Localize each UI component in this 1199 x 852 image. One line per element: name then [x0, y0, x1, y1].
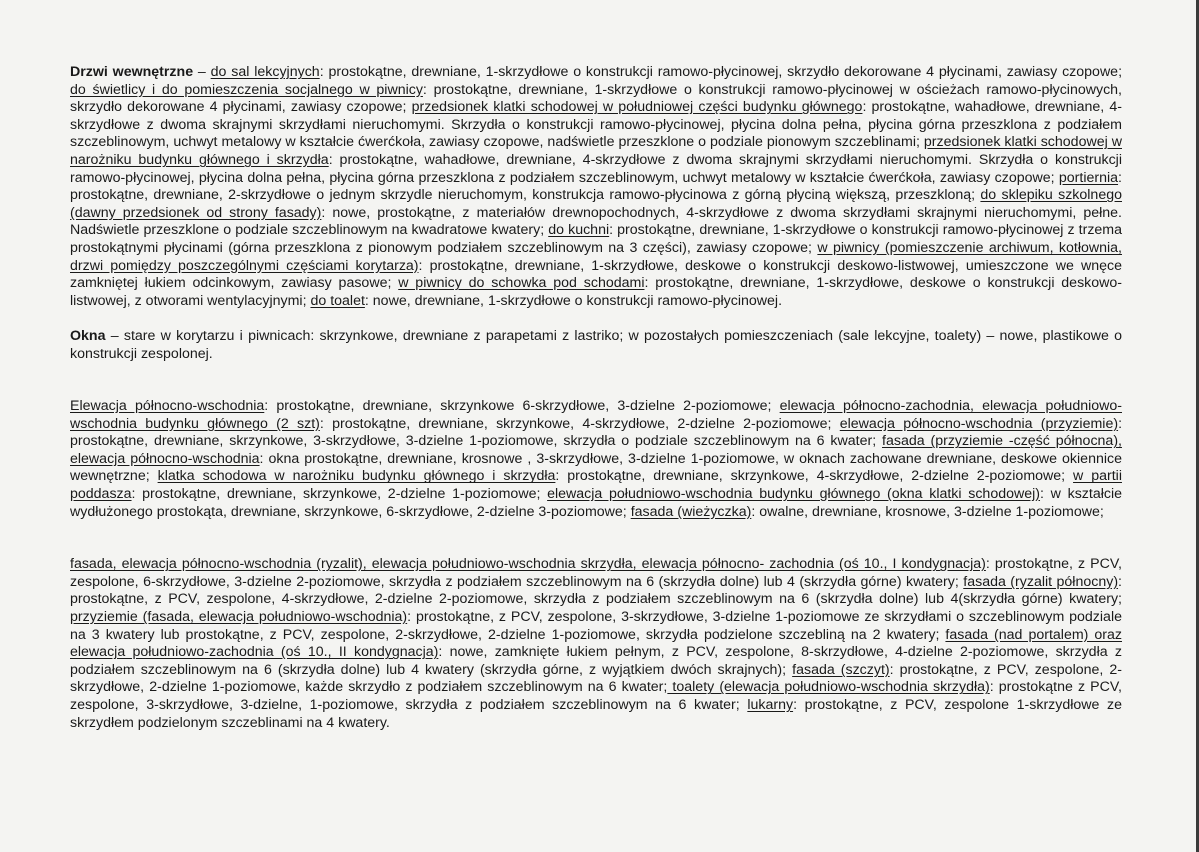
body-text: : prostokątne, drewniane, 1-skrzydłowe o konstrukcji ramowo-płycinowej w ościeżach ramowo-płycinowych, skrzydło dekorowane 4 płycinami, zawiasy czopowe; [70, 81, 1122, 116]
underlined-location-label: przedsionek klatki schodowej w narożniku budynku głównego i skrzydła [70, 134, 1122, 168]
windows-paragraph [70, 328, 1122, 363]
facades-wooden-windows-paragraph [70, 398, 1122, 521]
underlined-location-label: do toalet [310, 292, 365, 309]
body-text: : prostokątne, z PCV, zespolone, 4-skrzydłowe, 2-dzielne 2-poziomowe, skrzydła z podziałem szczeblinowym na 6 (skrzydła dolne) lub 4(skrzydła górne) kwatery; [70, 573, 1122, 608]
body-text: : prostokątne, drewniane, skrzynkowe, 4-skrzydłowe, 2-dzielne 2-poziomowe; [555, 468, 1074, 485]
body-text: : prostokątne, z PCV, zespolone 1-skrzydłowe ze skrzydłem podzielonym szczeblinami na 4 kwatery. [70, 697, 1122, 731]
body-text: : nowe, prostokątne, z materiałów drewnopochodnych, 4-skrzydłowe z dwoma skrzydłami skrajnymi nieruchomymi, pełne. Nadświetle przeszklone o podziale szczeblinowym na kwadratowe kwatery; [70, 204, 1122, 239]
body-text: : prostokątne z PCV, zespolone, 3-skrzydłowe, 3-dzielne, 1-poziomowe, skrzydła z podziałem szczeblinowym na 6 kwater; [70, 679, 1122, 713]
body-text: : prostokątne, z PCV, zespolone, 3-skrzydłowe, 3-dzielne 1-poziomowe ze skrzydłami o szczeblinowym podziale na 3 kwatery lub prostokątne, z PCV, zespolone, 2-skrzydłowe, 2-dzielne 1-poziomowe, skrzydła podzielone szczebliną na 2 kwatery; [70, 609, 1122, 643]
body-text: : nowe, zamknięte łukiem pełnym, z PCV, zespolone, 8-skrzydłowe, 4-dzielne 2-poziomowe, skrzydła z podziałem szczeblinowym na 6 (skrzydła dolne) lub 4 kwatery (skrzydła górne, z wyjątkiem dwóch skrajnych); [70, 644, 1122, 678]
body-text: : nowe, drewniane, 1-skrzydłowe o konstrukcji ramowo-płycinowej. [364, 292, 783, 309]
underlined-location-label: toalety (elewacja południowo-wschodnia skrzydła) [667, 679, 990, 696]
underlined-location-label: w partii poddasza [70, 468, 1122, 503]
body-text: – [193, 64, 211, 80]
underlined-location-label: fasada, elewacja północno-wschodnia (ryzalit), elewacja południowo-wschodnia skrzydła, elewacja północno- zachodnia (oś 10., I kondygnacja) [70, 556, 986, 573]
underlined-location-label: fasada (szczyt) [792, 661, 890, 678]
underlined-location-label: przyziemie (fasada, elewacja południowo-wschodnia) [70, 609, 408, 626]
underlined-location-label: portiernia [1058, 169, 1119, 186]
body-text: – stare w korytarzu i piwnicach: skrzynkowe, drewniane z parapetami z lastriko; w pozostałych pomieszczeniach (sale lekcyjne, toalety) – nowe, plastikowe o konstrukcji zespolonej. [70, 327, 1122, 362]
section-heading: Okna [70, 327, 106, 344]
underlined-location-label: do świetlicy i do pomieszczenia socjalnego w piwnicy [70, 81, 423, 98]
body-text: : prostokątne, z PCV, zespolone, 2-skrzydłowe, 2-dzielne 1-poziomowe, każde skrzydło z podziałem szczeblinowym na 6 kwater; [70, 661, 1122, 696]
body-text: : owalne, drewniane, krosnowe, 3-dzielne 1-poziomowe; [751, 503, 1104, 520]
body-text: : prostokątne, drewniane, 1-skrzydłowe, deskowe o konstrukcji deskowo-listwowej, z otworami wentylacyjnymi; [70, 275, 1123, 309]
body-text: : prostokątne, wahadłowe, drewniane, 4-skrzydłowe z dwoma skrajnymi skrzydłami nieruchomymi. Skrzydła o konstrukcji ramowo-płycinowej, płycina dolna pełna, płycina górna przeszklona z podziałem szczeblinowym, uchwyt metalowy w kształcie ćwerćkoła, zawiasy czopowe; [70, 151, 1122, 186]
body-text: : prostokątne, drewniane, 1-skrzydłowe o konstrukcji ramowo-płycinowej z trzema prostokątnymi płycinami (górna przeszklona z pionowym podziałem szczeblinowym na 3 części), zawiasy czopowe; [70, 222, 1123, 256]
underlined-location-label: Elewacja północno-wschodnia [70, 398, 265, 415]
body-text: : prostokątne, wahadłowe, drewniane, 4-skrzydłowe z dwoma skrajnymi skrzydłami nieruchomymi. Skrzydła o konstrukcji ramowo-płycinowej, płycina dolna pełna, płycina górna przeszklona z podziałem szczeblinowym, uchwyt metalowy w kształcie ćwerćkoła, zawiasy czopowe, nadświetle przeszklone o podziale pionowym szczeblinami; [70, 99, 1122, 151]
underlined-location-label: klatka schodowa w narożniku budynku głównego i skrzydła [157, 468, 556, 485]
body-text: : prostokątne, drewniane, skrzynkowe, 3-skrzydłowe, 3-dzielne 1-poziomowe, skrzydła o podziale szczeblinowym na 6 kwater; [70, 415, 1123, 450]
underlined-location-label: fasada (wieżyczka) [630, 503, 752, 520]
section-heading: Drzwi wewnętrzne [70, 64, 194, 80]
underlined-location-label: fasada (nad portalem) oraz elewacja południowo-zachodnia (oś 10., II kondygnacja) [70, 626, 1122, 661]
underlined-location-label: do sal lekcyjnych [210, 64, 320, 80]
body-text: : prostokątne, z PCV, zespolone, 6-skrzydłowe, 3-dzielne 2-poziomowe, skrzydła z podziałem szczeblinowym na 6 (skrzydła dolne) lub 4 (skrzydła górne) kwatery; [70, 556, 1122, 590]
body-text: : okna prostokątne, drewniane, krosnowe , 3-skrzydłowe, 3-dzielne 1-poziomowe, w oknach zachowane drewniane, deskowe okiennice wewnętrzne; [70, 450, 1122, 485]
underlined-location-label: fasada (przyziemie -część północna), elewacja północno-wschodnia [70, 433, 1122, 467]
doors-paragraph [70, 64, 1122, 310]
underlined-location-label: przedsionek klatki schodowej w południowej części budynku głównego [411, 99, 863, 116]
underlined-location-label: w piwnicy do schowka pod schodami [398, 275, 645, 292]
underlined-location-label: elewacja południowo-wschodnia budynku głównego (okna klatki schodowej) [547, 486, 1041, 503]
body-text: : prostokątne, drewniane, skrzynkowe 6-skrzydłowe, 3-dzielne 2-poziomowe; [264, 398, 780, 415]
underlined-location-label: elewacja północno-zachodnia, elewacja południowo-wschodnia budynku głównego (2 szt) [70, 398, 1122, 432]
body-text: : prostokątne, drewniane, skrzynkowe, 2-dzielne 1-poziomowe; [131, 486, 548, 503]
body-text: : prostokątne, drewniane, 1-skrzydłowe, deskowe o konstrukcji deskowo-listwowej, umieszczone we wnęce zamkniętej łukiem odcinkowym, zawiasy pasowe; [70, 257, 1123, 292]
underlined-location-label: do kuchni [548, 222, 610, 239]
underlined-location-label: w piwnicy (pomieszczenie archiwum, kotłownia, drzwi pomiędzy poszczególnymi częściami korytarza) [70, 239, 1122, 274]
underlined-location-label: do sklepiku szkolnego (dawny przedsionek od strony fasady) [70, 187, 1122, 221]
underlined-location-label: elewacja północno-wschodnia (przyziemie) [839, 415, 1119, 432]
body-text: : prostokątne, drewniane, skrzynkowe, 4-skrzydłowe, 2-dzielne 2-poziomowe; [319, 415, 840, 432]
body-text: : prostokątne, drewniane, 2-skrzydłowe o jednym skrzydle nieruchomym, konstrukcja ramowo-płycinowa z górną płyciną większą, przeszkloną; [70, 169, 1122, 204]
document-page [70, 64, 1122, 750]
facades-pvc-windows-paragraph [70, 556, 1122, 732]
body-text: : w kształcie wydłużonego prostokąta, drewniane, skrzynkowe, 6-skrzydłowe, 2-dzielne 3-poziomowe; [70, 486, 1123, 520]
body-text: : prostokątne, drewniane, 1-skrzydłowe o konstrukcji ramowo-płycinowej, skrzydło dekorowane 4 płycinami, zawiasy czopowe; [319, 64, 1123, 80]
underlined-location-label: fasada (ryzalit północny) [963, 573, 1119, 590]
underlined-location-label: lukarny [747, 697, 794, 713]
